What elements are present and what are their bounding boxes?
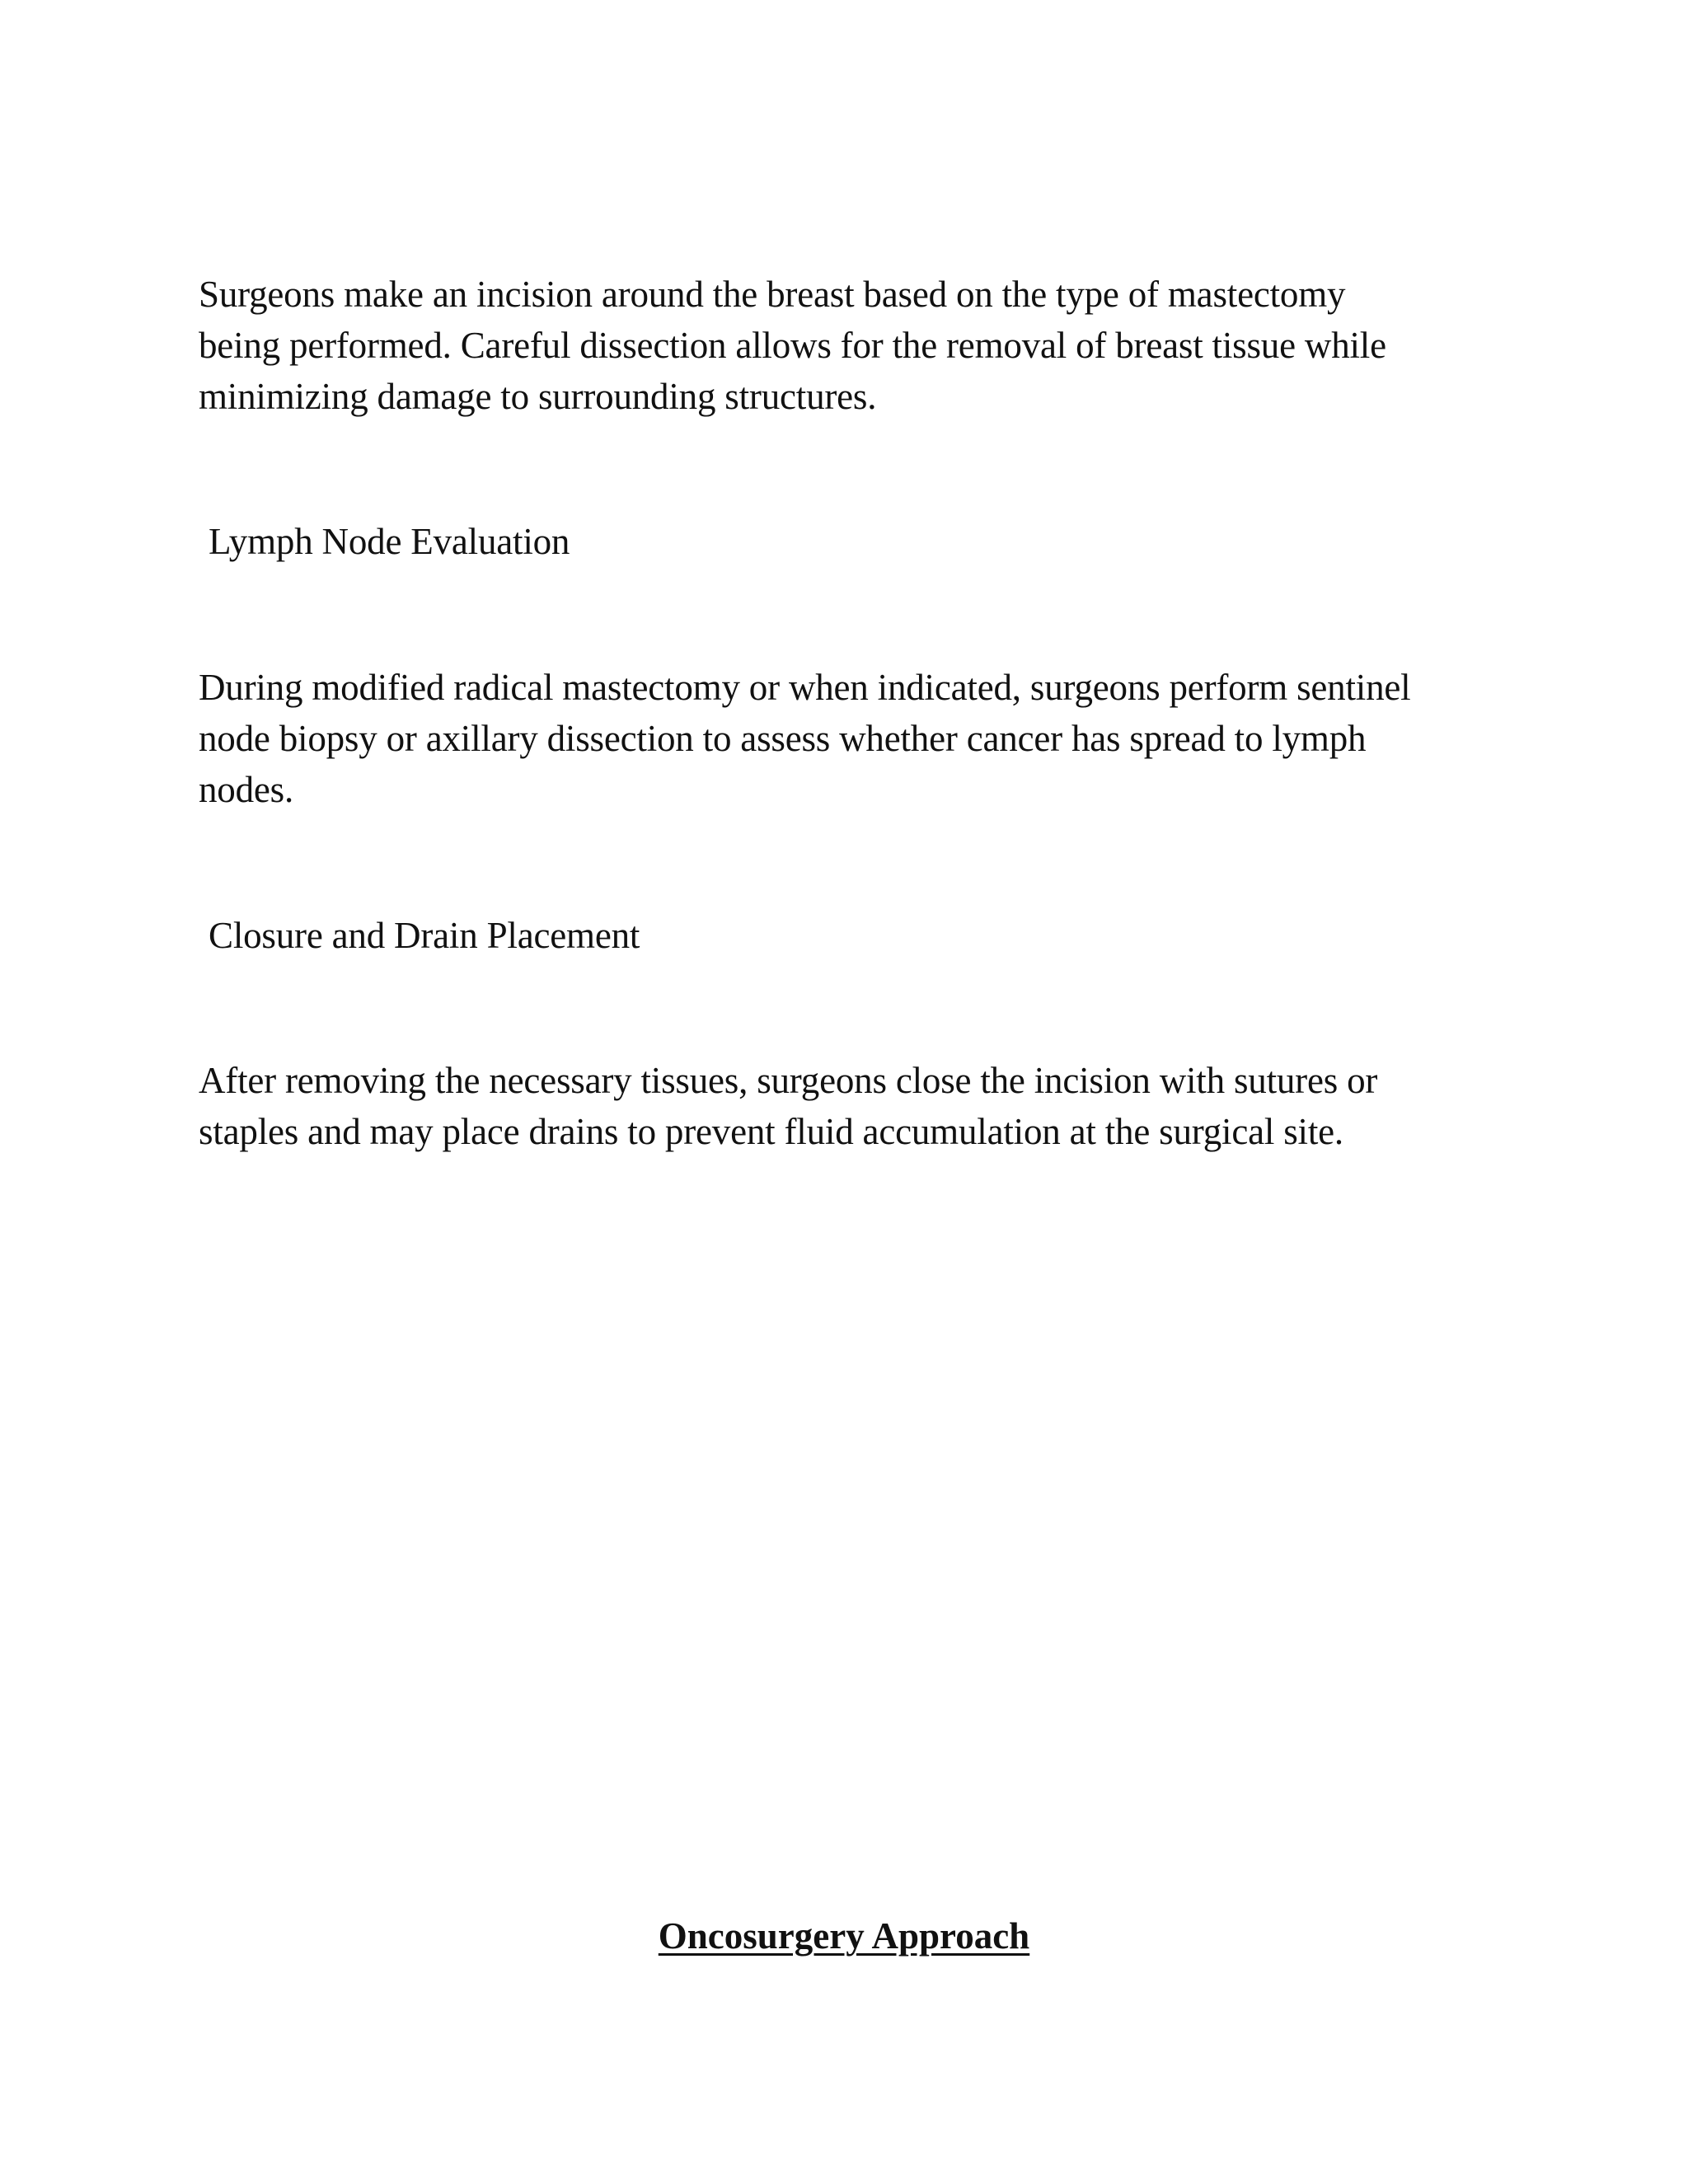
heading-lymph-node-evaluation: Lymph Node Evaluation xyxy=(209,521,570,562)
paragraph-lymph-node xyxy=(199,662,1509,815)
paragraph-line: node biopsy or axillary dissection to assess whether cancer has spread to lymph xyxy=(199,718,1367,759)
paragraph-line: During modified radical mastectomy or when indicated, surgeons perform sentinel xyxy=(199,667,1411,708)
paragraph-line: Surgeons make an incision around the breast based on the type of mastectomy xyxy=(199,274,1346,315)
paragraph-line: staples and may place drains to prevent fluid accumulation at the surgical site. xyxy=(199,1111,1343,1152)
paragraph-line: minimizing damage to surrounding structures. xyxy=(199,376,877,417)
section-title-oncosurgery: Oncosurgery Approach xyxy=(658,1915,1030,1957)
paragraph-incision xyxy=(199,269,1509,422)
paragraph-closure xyxy=(199,1055,1509,1157)
paragraph-line: nodes. xyxy=(199,769,294,810)
paragraph-line: After removing the necessary tissues, surgeons close the incision with sutures or xyxy=(199,1060,1378,1101)
heading-closure-drain: Closure and Drain Placement xyxy=(209,915,640,956)
paragraph-line: being performed. Careful dissection allows for the removal of breast tissue while xyxy=(199,325,1386,366)
